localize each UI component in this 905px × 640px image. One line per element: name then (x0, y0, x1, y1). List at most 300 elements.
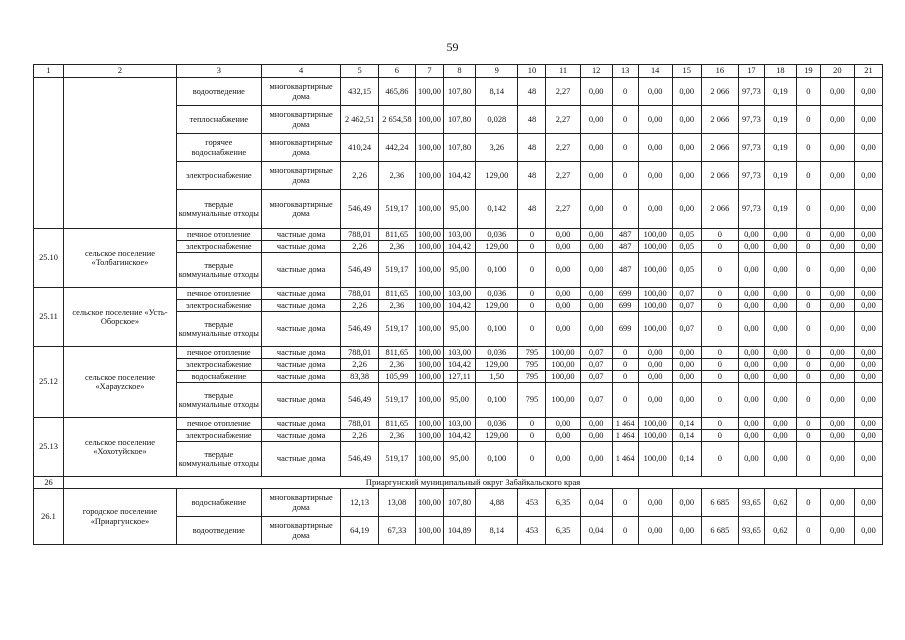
value-cell: 0,00 (820, 190, 854, 229)
value-cell: 100,00 (416, 78, 444, 106)
value-cell: 97,73 (738, 106, 764, 134)
value-cell: 0,00 (820, 241, 854, 253)
value-cell: 8,14 (476, 517, 518, 545)
value-cell: 107,80 (443, 134, 475, 162)
value-cell: 0 (612, 359, 638, 371)
value-cell: 2,26 (341, 430, 378, 442)
value-cell: 1,50 (476, 371, 518, 383)
service-cell: теплоснабжение (176, 106, 261, 134)
value-cell: 93,65 (738, 489, 764, 517)
value-cell: 0,00 (546, 241, 580, 253)
service-cell: печное отопление (176, 229, 261, 241)
value-cell: 0,07 (580, 347, 612, 359)
value-cell: 104,42 (443, 162, 475, 190)
value-cell: 0,100 (476, 442, 518, 477)
value-cell: 1 464 (612, 430, 638, 442)
value-cell: 0 (518, 241, 546, 253)
value-cell: 0,14 (672, 442, 701, 477)
value-cell: 2,26 (341, 359, 378, 371)
value-cell: 0 (796, 300, 820, 312)
value-cell: 0 (518, 418, 546, 430)
data-table (33, 64, 883, 545)
value-cell: 104,42 (443, 241, 475, 253)
value-cell: 2,36 (378, 430, 415, 442)
service-cell: твердые коммунальные отходы (176, 312, 261, 347)
value-cell: 0 (701, 312, 738, 347)
value-cell: 0,00 (738, 371, 764, 383)
value-cell: 2,27 (546, 106, 580, 134)
column-number-row (34, 65, 883, 78)
value-cell: 48 (518, 106, 546, 134)
section-code: 25.11 (34, 288, 64, 347)
value-cell: 0,00 (764, 442, 796, 477)
value-cell: 100,00 (638, 288, 672, 300)
column-number: 5 (341, 65, 378, 78)
value-cell: 8,14 (476, 78, 518, 106)
value-cell: 0 (612, 134, 638, 162)
service-cell: водоотведение (176, 78, 261, 106)
value-cell: 788,01 (341, 288, 378, 300)
value-cell: 0,07 (672, 288, 701, 300)
value-cell: 100,00 (638, 418, 672, 430)
value-cell: 795 (518, 359, 546, 371)
column-number: 6 (378, 65, 415, 78)
column-number: 11 (546, 65, 580, 78)
column-number: 3 (176, 65, 261, 78)
housing-cell: частные дома (261, 300, 341, 312)
value-cell: 100,00 (416, 300, 444, 312)
value-cell: 0,00 (580, 418, 612, 430)
service-cell: твердые коммунальные отходы (176, 442, 261, 477)
value-cell: 0 (701, 241, 738, 253)
table-row (34, 288, 883, 300)
value-cell: 546,49 (341, 442, 378, 477)
value-cell: 100,00 (416, 517, 444, 545)
value-cell: 788,01 (341, 229, 378, 241)
housing-cell: частные дома (261, 347, 341, 359)
value-cell: 0,00 (764, 312, 796, 347)
column-number: 10 (518, 65, 546, 78)
value-cell: 0 (612, 347, 638, 359)
value-cell: 93,65 (738, 517, 764, 545)
value-cell: 0,142 (476, 190, 518, 229)
table-row (34, 347, 883, 359)
value-cell: 0,00 (820, 288, 854, 300)
value-cell: 0 (612, 190, 638, 229)
value-cell: 67,33 (378, 517, 415, 545)
value-cell: 0,00 (764, 359, 796, 371)
value-cell: 100,00 (416, 229, 444, 241)
region-title: Приаргунский муниципальный округ Забайкальского края (64, 477, 883, 489)
value-cell: 0 (612, 489, 638, 517)
value-cell: 0,00 (820, 442, 854, 477)
value-cell: 100,00 (416, 418, 444, 430)
value-cell: 48 (518, 162, 546, 190)
value-cell: 0,00 (820, 78, 854, 106)
section-code: 26.1 (34, 489, 64, 545)
value-cell: 100,00 (416, 190, 444, 229)
value-cell: 1 464 (612, 442, 638, 477)
column-number: 17 (738, 65, 764, 78)
value-cell: 0,00 (738, 229, 764, 241)
value-cell: 519,17 (378, 253, 415, 288)
value-cell: 0,00 (820, 430, 854, 442)
page-number: 59 (446, 40, 459, 54)
value-cell: 0,00 (738, 241, 764, 253)
value-cell: 0,00 (738, 418, 764, 430)
value-cell: 465,86 (378, 78, 415, 106)
value-cell: 0,00 (854, 162, 882, 190)
value-cell: 795 (518, 371, 546, 383)
value-cell: 48 (518, 78, 546, 106)
value-cell: 0,00 (638, 359, 672, 371)
column-number: 20 (820, 65, 854, 78)
value-cell: 2 066 (701, 190, 738, 229)
column-number: 7 (416, 65, 444, 78)
service-cell: печное отопление (176, 418, 261, 430)
value-cell: 83,38 (341, 371, 378, 383)
value-cell: 2,36 (378, 359, 415, 371)
value-cell: 2,36 (378, 241, 415, 253)
value-cell: 0,00 (854, 371, 882, 383)
value-cell: 48 (518, 190, 546, 229)
value-cell: 104,89 (443, 517, 475, 545)
value-cell: 0,00 (546, 312, 580, 347)
value-cell: 100,00 (638, 442, 672, 477)
value-cell: 0 (701, 430, 738, 442)
housing-cell: частные дома (261, 288, 341, 300)
value-cell: 0,00 (854, 442, 882, 477)
value-cell: 0 (612, 517, 638, 545)
value-cell: 107,80 (443, 106, 475, 134)
housing-cell: многоквартирные дома (261, 190, 341, 229)
section-code: 25.10 (34, 229, 64, 288)
value-cell: 0,00 (580, 190, 612, 229)
value-cell: 0,00 (820, 359, 854, 371)
value-cell: 0,00 (854, 418, 882, 430)
value-cell: 0,00 (854, 489, 882, 517)
value-cell: 0 (796, 134, 820, 162)
value-cell: 0,00 (854, 288, 882, 300)
value-cell: 546,49 (341, 190, 378, 229)
value-cell: 0,036 (476, 229, 518, 241)
value-cell: 0 (796, 359, 820, 371)
value-cell: 0,00 (854, 241, 882, 253)
value-cell: 811,65 (378, 288, 415, 300)
value-cell: 0 (612, 383, 638, 418)
value-cell: 0 (701, 300, 738, 312)
value-cell: 0,00 (580, 300, 612, 312)
value-cell: 0,00 (854, 347, 882, 359)
table-row (34, 418, 883, 430)
value-cell: 0,62 (764, 489, 796, 517)
service-cell: твердые коммунальные отходы (176, 190, 261, 229)
value-cell: 97,73 (738, 162, 764, 190)
value-cell: 100,00 (546, 371, 580, 383)
housing-cell: многоквартирные дома (261, 134, 341, 162)
value-cell: 100,00 (416, 241, 444, 253)
value-cell: 100,00 (416, 106, 444, 134)
value-cell: 13,08 (378, 489, 415, 517)
value-cell: 100,00 (416, 347, 444, 359)
value-cell: 0,00 (820, 229, 854, 241)
column-number: 1 (34, 65, 64, 78)
value-cell: 2,36 (378, 162, 415, 190)
value-cell: 95,00 (443, 442, 475, 477)
value-cell: 0,00 (820, 489, 854, 517)
value-cell: 0,00 (854, 430, 882, 442)
section-name: сельское поселение «Хохотуйское» (64, 418, 177, 477)
value-cell: 104,42 (443, 300, 475, 312)
value-cell: 0,00 (738, 359, 764, 371)
value-cell: 0,00 (580, 253, 612, 288)
value-cell: 100,00 (638, 312, 672, 347)
value-cell: 0,04 (580, 517, 612, 545)
value-cell: 100,00 (416, 383, 444, 418)
value-cell: 487 (612, 253, 638, 288)
value-cell: 0,00 (820, 106, 854, 134)
value-cell: 699 (612, 312, 638, 347)
value-cell: 811,65 (378, 418, 415, 430)
value-cell: 2,26 (341, 162, 378, 190)
value-cell: 103,00 (443, 347, 475, 359)
value-cell: 0 (518, 442, 546, 477)
value-cell: 0 (701, 288, 738, 300)
value-cell: 6 685 (701, 489, 738, 517)
value-cell: 0,00 (546, 418, 580, 430)
housing-cell: многоквартирные дома (261, 162, 341, 190)
value-cell: 0,00 (580, 241, 612, 253)
value-cell: 0,00 (764, 430, 796, 442)
value-cell: 0 (518, 300, 546, 312)
value-cell: 0,00 (764, 347, 796, 359)
value-cell: 100,00 (416, 312, 444, 347)
column-number: 21 (854, 65, 882, 78)
value-cell: 0,00 (546, 288, 580, 300)
service-cell: водоснабжение (176, 371, 261, 383)
value-cell: 100,00 (638, 253, 672, 288)
value-cell: 0 (518, 229, 546, 241)
value-cell: 2,27 (546, 190, 580, 229)
value-cell: 453 (518, 489, 546, 517)
housing-cell: многоквартирные дома (261, 489, 341, 517)
value-cell: 811,65 (378, 229, 415, 241)
column-number: 9 (476, 65, 518, 78)
value-cell: 487 (612, 229, 638, 241)
housing-cell: частные дома (261, 229, 341, 241)
value-cell: 100,00 (638, 241, 672, 253)
value-cell: 105,99 (378, 371, 415, 383)
value-cell: 0,07 (580, 383, 612, 418)
region-code: 26 (34, 477, 64, 489)
value-cell: 0,00 (820, 162, 854, 190)
value-cell: 699 (612, 300, 638, 312)
service-cell: твердые коммунальные отходы (176, 253, 261, 288)
housing-cell: частные дома (261, 241, 341, 253)
value-cell: 442,24 (378, 134, 415, 162)
table-row (34, 489, 883, 517)
value-cell: 0,00 (672, 489, 701, 517)
value-cell: 2,27 (546, 162, 580, 190)
value-cell: 0,00 (764, 418, 796, 430)
value-cell: 0,00 (738, 312, 764, 347)
value-cell: 0,00 (854, 300, 882, 312)
value-cell: 0 (701, 359, 738, 371)
value-cell: 0,00 (854, 383, 882, 418)
value-cell: 2,26 (341, 300, 378, 312)
housing-cell: частные дома (261, 312, 341, 347)
value-cell: 4,88 (476, 489, 518, 517)
value-cell: 0,00 (580, 430, 612, 442)
value-cell: 0 (612, 106, 638, 134)
value-cell: 0 (796, 489, 820, 517)
value-cell: 127,11 (443, 371, 475, 383)
value-cell: 97,73 (738, 134, 764, 162)
value-cell: 104,42 (443, 359, 475, 371)
value-cell: 48 (518, 134, 546, 162)
value-cell: 0 (701, 253, 738, 288)
value-cell: 0,00 (580, 312, 612, 347)
value-cell: 0,00 (764, 383, 796, 418)
value-cell: 0 (518, 312, 546, 347)
value-cell: 0,100 (476, 253, 518, 288)
value-cell: 0,00 (546, 253, 580, 288)
value-cell: 0,00 (672, 162, 701, 190)
value-cell: 103,00 (443, 229, 475, 241)
value-cell: 0,00 (580, 442, 612, 477)
housing-cell: частные дома (261, 430, 341, 442)
value-cell: 0,00 (854, 134, 882, 162)
section-name: городское поселение «Приаргунское» (64, 489, 177, 545)
value-cell: 0,00 (638, 78, 672, 106)
value-cell: 0,07 (672, 312, 701, 347)
value-cell: 0,028 (476, 106, 518, 134)
value-cell: 0 (796, 190, 820, 229)
value-cell: 0,00 (854, 359, 882, 371)
value-cell: 107,80 (443, 489, 475, 517)
value-cell: 100,00 (416, 162, 444, 190)
value-cell: 0,00 (820, 383, 854, 418)
housing-cell: частные дома (261, 371, 341, 383)
value-cell: 0,00 (580, 134, 612, 162)
value-cell: 0,100 (476, 312, 518, 347)
column-number: 12 (580, 65, 612, 78)
column-number: 14 (638, 65, 672, 78)
value-cell: 0,00 (672, 347, 701, 359)
housing-cell: многоквартирные дома (261, 517, 341, 545)
value-cell: 0,00 (854, 190, 882, 229)
value-cell: 100,00 (546, 383, 580, 418)
service-cell: печное отопление (176, 288, 261, 300)
value-cell: 0,14 (672, 418, 701, 430)
value-cell: 811,65 (378, 347, 415, 359)
service-cell: горячее водоснабжение (176, 134, 261, 162)
value-cell: 0 (612, 162, 638, 190)
value-cell: 95,00 (443, 253, 475, 288)
value-cell: 410,24 (341, 134, 378, 162)
section-name: сельское поселение «Усть-Оборское» (64, 288, 177, 347)
value-cell: 0,00 (546, 300, 580, 312)
value-cell: 0,00 (738, 300, 764, 312)
value-cell: 3,26 (476, 134, 518, 162)
value-cell: 0,036 (476, 347, 518, 359)
value-cell: 0,00 (764, 241, 796, 253)
value-cell: 0,07 (672, 300, 701, 312)
value-cell: 0,00 (638, 162, 672, 190)
service-cell: печное отопление (176, 347, 261, 359)
value-cell: 0,00 (820, 253, 854, 288)
value-cell: 0,00 (580, 162, 612, 190)
service-cell: водоснабжение (176, 489, 261, 517)
value-cell: 95,00 (443, 312, 475, 347)
value-cell: 95,00 (443, 190, 475, 229)
value-cell: 0,00 (638, 517, 672, 545)
value-cell: 0,00 (738, 347, 764, 359)
value-cell: 0,00 (820, 517, 854, 545)
value-cell: 0,05 (672, 241, 701, 253)
value-cell: 0,00 (854, 312, 882, 347)
value-cell: 0,00 (672, 106, 701, 134)
value-cell: 100,00 (638, 229, 672, 241)
value-cell: 0 (796, 517, 820, 545)
value-cell: 0,19 (764, 106, 796, 134)
section-name: сельское поселение «Харауzское» (64, 347, 177, 418)
value-cell: 0,00 (580, 106, 612, 134)
value-cell: 0,00 (738, 253, 764, 288)
value-cell: 0 (701, 371, 738, 383)
value-cell: 546,49 (341, 312, 378, 347)
value-cell: 0 (796, 418, 820, 430)
value-cell: 0,00 (738, 288, 764, 300)
value-cell: 0,00 (738, 442, 764, 477)
value-cell: 0,19 (764, 162, 796, 190)
value-cell: 2 066 (701, 78, 738, 106)
value-cell: 0,00 (738, 383, 764, 418)
value-cell: 0,00 (854, 517, 882, 545)
value-cell: 0,00 (820, 300, 854, 312)
value-cell: 0,00 (764, 229, 796, 241)
service-cell: электроснабжение (176, 359, 261, 371)
service-cell: электроснабжение (176, 241, 261, 253)
column-number: 16 (701, 65, 738, 78)
value-cell: 0 (796, 442, 820, 477)
value-cell: 2 462,51 (341, 106, 378, 134)
service-cell: электроснабжение (176, 162, 261, 190)
service-cell: твердые коммунальные отходы (176, 383, 261, 418)
value-cell: 1 464 (612, 418, 638, 430)
value-cell: 0,00 (764, 300, 796, 312)
value-cell: 0 (796, 312, 820, 347)
value-cell: 546,49 (341, 253, 378, 288)
value-cell: 795 (518, 383, 546, 418)
value-cell: 0,00 (764, 253, 796, 288)
table-body (34, 65, 883, 545)
value-cell: 0,00 (672, 371, 701, 383)
value-cell: 107,80 (443, 78, 475, 106)
value-cell: 100,00 (638, 300, 672, 312)
service-cell: электроснабжение (176, 430, 261, 442)
value-cell: 432,15 (341, 78, 378, 106)
column-number: 4 (261, 65, 341, 78)
value-cell: 97,73 (738, 78, 764, 106)
value-cell: 0,00 (820, 347, 854, 359)
housing-cell: частные дома (261, 253, 341, 288)
value-cell: 100,00 (546, 347, 580, 359)
value-cell: 0,00 (738, 430, 764, 442)
value-cell: 129,00 (476, 430, 518, 442)
value-cell: 100,00 (638, 430, 672, 442)
value-cell: 0,00 (820, 134, 854, 162)
